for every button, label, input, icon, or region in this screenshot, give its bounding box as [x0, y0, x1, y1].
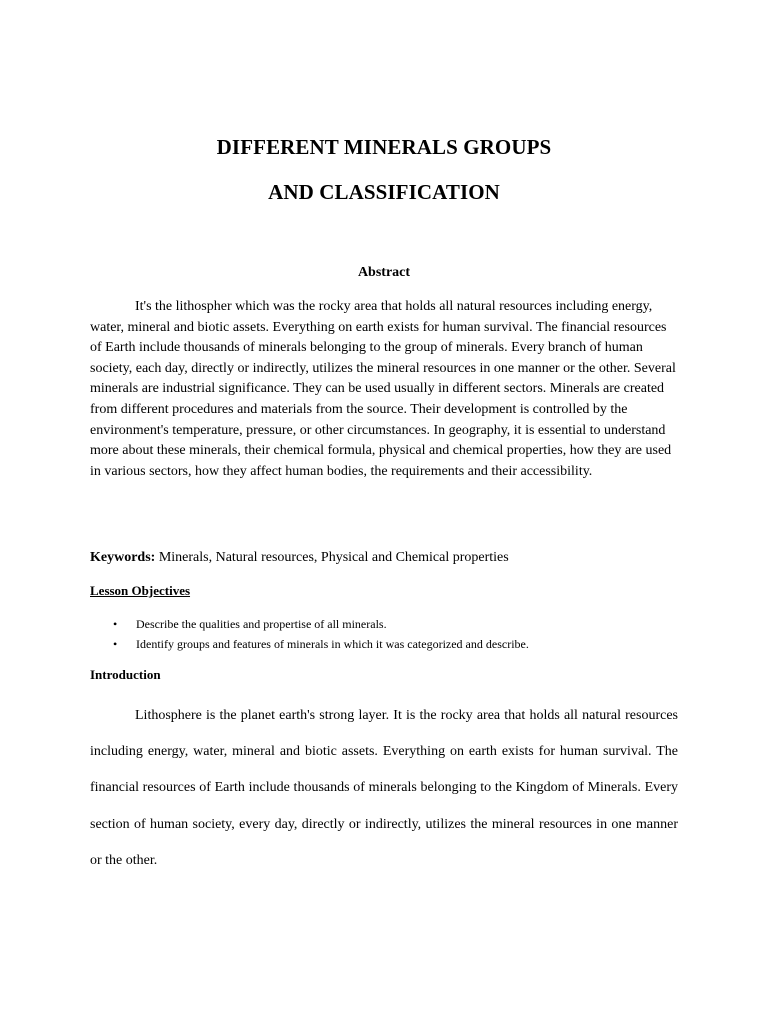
objective-text: Identify groups and features of minerals in which it was categorized and describe.	[136, 637, 529, 651]
introduction-heading: Introduction	[90, 667, 161, 682]
abstract-heading: Abstract	[357, 265, 411, 280]
keywords-label: Keywords:	[90, 550, 156, 565]
document-title-line1: DIFFERENT MINERALS GROUPS	[216, 135, 552, 159]
document-title-line2: AND CLASSIFICATION	[268, 180, 500, 204]
abstract-paragraph: It's the lithospher which was the rocky area that holds all natural resources including energy, water, mineral and biotic assets. Everything on earth exists for human survival. The financial resources of Earth include thousands of minerals belonging to the group of minerals. Every branch of human society, each day, directly or indirectly, utilizes the mineral resources in one manner or the other. Several minerals are industrial significance. They can be used usually in different sectors. Minerals are created from different procedures and materials from the source. Their development is controlled by the environment's temperature, pressure, or other circumstances. In geography, it is essential to understand more about these minerals, their chemical formula, physical and chemical properties, how they are used in various sectors, how they affect human bodies, the requirements and their accessibility.	[90, 299, 676, 479]
keywords-text: Minerals, Natural resources, Physical and Chemical properties	[155, 550, 509, 565]
keywords-line	[90, 550, 690, 566]
list-item	[90, 634, 690, 654]
lesson-objectives-list	[90, 614, 690, 654]
bullet-icon: •	[113, 617, 118, 631]
objective-text: Describe the qualities and propertise of all minerals.	[136, 617, 387, 631]
list-item	[90, 614, 690, 634]
introduction-paragraph: Lithosphere is the planet earth's strong layer. It is the rocky area that holds all natural resources including energy, water, mineral and biotic assets. Everything on earth exists for human survival. The financial resources of Earth include thousands of minerals belonging to the Kingdom of Minerals. Every section of human society, every day, directly or indirectly, utilizes the mineral resources in one manner or the other.	[90, 708, 678, 868]
bullet-icon: •	[113, 637, 118, 651]
lesson-objectives-heading: Lesson Objectives	[90, 583, 191, 598]
